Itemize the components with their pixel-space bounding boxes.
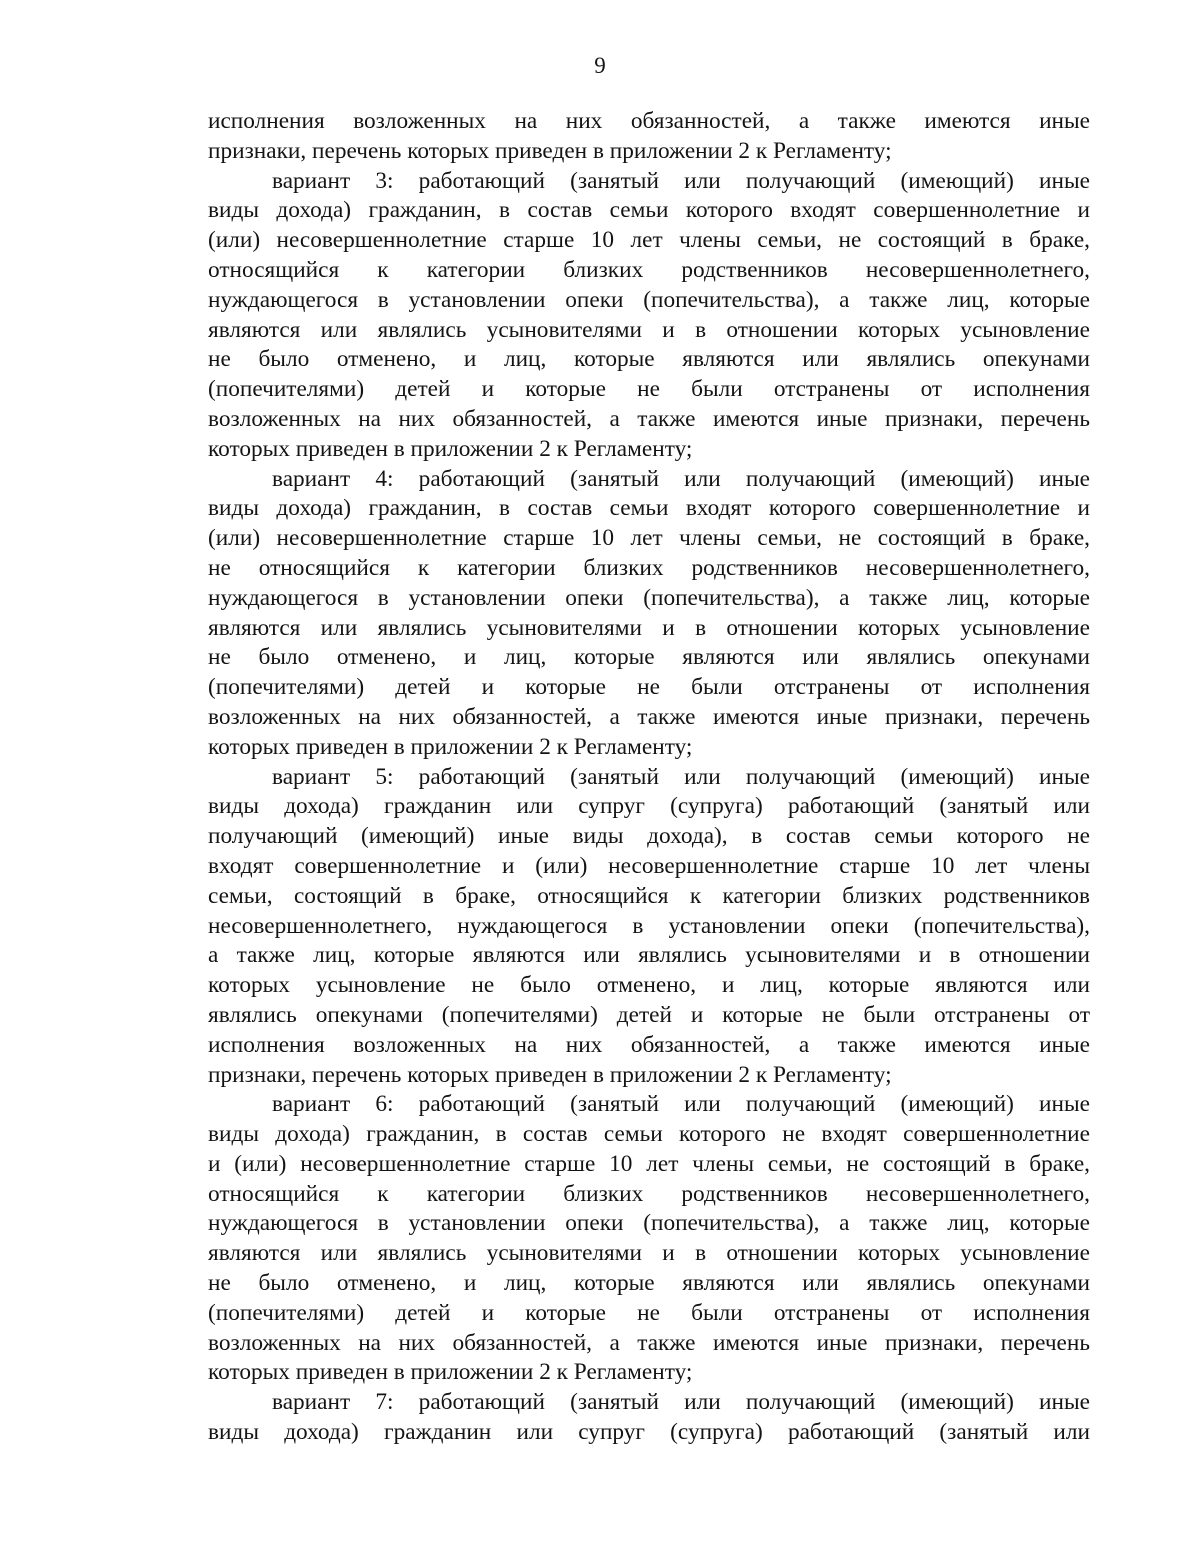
text-line: относящийся к категории близких родственников несовершеннолетнего, [208, 1180, 1090, 1207]
text-line: являлись опекунами (попечителями) детей и которые не были отстранены от [208, 1001, 1090, 1028]
text-line: относящийся к категории близких родственников несовершеннолетнего, [208, 256, 1090, 283]
text-line: (попечителями) детей и которые не были отстранены от исполнения [208, 674, 1090, 701]
text-line: которых приведен в приложении 2 к Регламенту; [208, 435, 693, 462]
page-number: 9 [594, 53, 606, 78]
text-line: семьи, состоящий в браке, относящийся к категории близких родственников [208, 882, 1090, 909]
text-line: не было отменено, и лиц, которые являются или являлись опекунами [208, 346, 1090, 373]
text-line: возложенных на них обязанностей, а также имеются иные признаки, перечень [208, 405, 1090, 432]
text-line: признаки, перечень которых приведен в приложении 2 к Регламенту; [208, 137, 892, 164]
text-line: возложенных на них обязанностей, а также имеются иные признаки, перечень [208, 1329, 1090, 1356]
text-line: исполнения возложенных на них обязанностей, а также имеются иные [208, 1031, 1090, 1058]
text-line: не было отменено, и лиц, которые являются или являлись опекунами [208, 644, 1090, 671]
paragraph-first-line: вариант 3: работающий (занятый или получающий (имеющий) иные [272, 167, 1090, 194]
text-line: виды дохода) гражданин или супруг (супруга) работающий (занятый или [208, 793, 1090, 820]
text-line: возложенных на них обязанностей, а также имеются иные признаки, перечень [208, 703, 1090, 730]
text-line: не было отменено, и лиц, которые являются или являлись опекунами [208, 1270, 1090, 1297]
body-text [208, 107, 1090, 1448]
text-line: признаки, перечень которых приведен в приложении 2 к Регламенту; [208, 1061, 892, 1088]
paragraph-first-line: вариант 7: работающий (занятый или получающий (имеющий) иные [272, 1389, 1090, 1416]
text-line: и (или) несовершеннолетние старше 10 лет члены семьи, не состоящий в браке, [208, 1150, 1090, 1177]
text-line: виды дохода) гражданин, в состав семьи входят которого совершеннолетние и [208, 495, 1090, 522]
text-line: а также лиц, которые являются или являлись усыновителями и в отношении [208, 942, 1090, 969]
text-line: виды дохода) гражданин, в состав семьи которого входят совершеннолетние и [208, 197, 1090, 224]
text-line: которых приведен в приложении 2 к Регламенту; [208, 733, 693, 760]
text-line: виды дохода) гражданин или супруг (супруга) работающий (занятый или [208, 1419, 1090, 1446]
text-line: несовершеннолетнего, нуждающегося в установлении опеки (попечительства), [208, 912, 1090, 939]
text-line: нуждающегося в установлении опеки (попечительства), а также лиц, которые [208, 286, 1090, 313]
paragraph-first-line: вариант 4: работающий (занятый или получающий (имеющий) иные [272, 465, 1090, 492]
text-line: исполнения возложенных на них обязанностей, а также имеются иные [208, 108, 1090, 134]
text-line: (попечителями) детей и которые не были отстранены от исполнения [208, 376, 1090, 403]
text-line: нуждающегося в установлении опеки (попечительства), а также лиц, которые [208, 1210, 1090, 1237]
text-line: виды дохода) гражданин, в состав семьи которого не входят совершеннолетние [208, 1121, 1090, 1148]
text-line: (или) несовершеннолетние старше 10 лет члены семьи, не состоящий в браке, [208, 227, 1090, 254]
text-line: не относящийся к категории близких родственников несовершеннолетнего, [208, 554, 1090, 581]
paragraph-first-line: вариант 5: работающий (занятый или получающий (имеющий) иные [272, 763, 1090, 790]
text-line: нуждающегося в установлении опеки (попечительства), а также лиц, которые [208, 584, 1090, 611]
text-line: (или) несовершеннолетние старше 10 лет члены семьи, не состоящий в браке, [208, 525, 1090, 552]
paragraph-first-line: вариант 6: работающий (занятый или получающий (имеющий) иные [272, 1091, 1090, 1118]
text-line: являются или являлись усыновителями и в отношении которых усыновление [208, 614, 1090, 641]
text-line: которых усыновление не было отменено, и лиц, которые являются или [208, 972, 1090, 999]
text-line: которых приведен в приложении 2 к Регламенту; [208, 1359, 693, 1386]
text-line: являются или являлись усыновителями и в отношении которых усыновление [208, 316, 1090, 343]
text-line: являются или являлись усыновителями и в отношении которых усыновление [208, 1240, 1090, 1267]
text-line: получающий (имеющий) иные виды дохода), в состав семьи которого не [208, 823, 1090, 850]
text-line: (попечителями) детей и которые не были отстранены от исполнения [208, 1299, 1090, 1326]
text-line: входят совершеннолетние и (или) несовершеннолетние старше 10 лет члены [208, 852, 1090, 879]
